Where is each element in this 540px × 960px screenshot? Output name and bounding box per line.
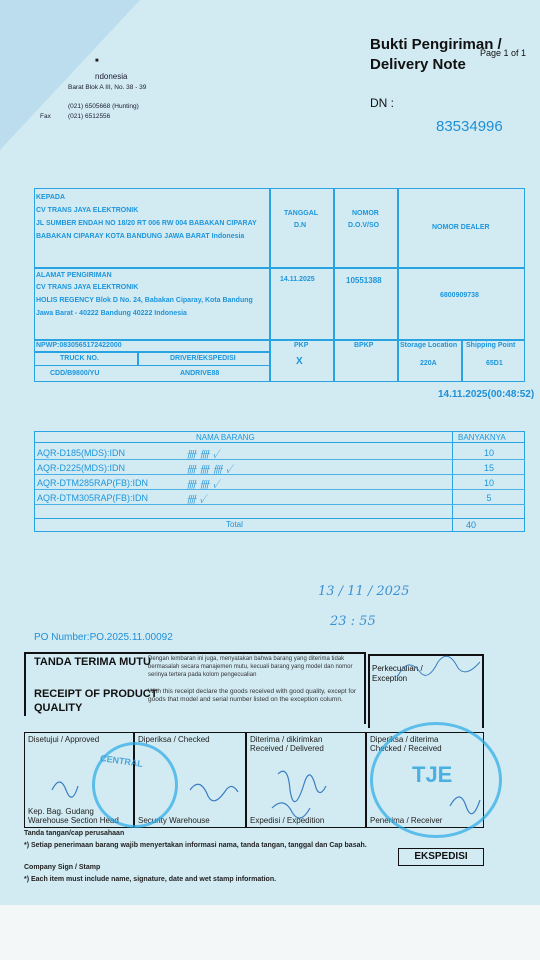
table-row bbox=[35, 493, 525, 505]
company-address: Barat Blok A III, No. 38 - 39 bbox=[68, 84, 147, 91]
doc-title-en: Delivery Note bbox=[370, 56, 466, 73]
shipping-value: 65D1 bbox=[486, 360, 503, 367]
bpkp-label: BPKP bbox=[354, 342, 374, 349]
signature-bottom: Penerima / Receiver bbox=[370, 815, 443, 825]
tanggal-label: TANGGAL bbox=[284, 210, 319, 217]
receipt-top-rule bbox=[24, 652, 364, 654]
table-row bbox=[35, 463, 525, 475]
consignee-address-1: JL SUMBER ENDAH NO 18/20 RT 006 RW 004 BABAKAN CIPARAY bbox=[36, 220, 257, 227]
nomor-value: 10551388 bbox=[346, 276, 382, 285]
stamp-right-text: TJE bbox=[412, 762, 453, 787]
storage-value: 220A bbox=[420, 360, 437, 367]
item-name: AQR-D185(MDS):IDN bbox=[37, 448, 126, 458]
receipt-text-id: Dengan lembaran ini juga, menyatakan bahwa barang yang diterima tidak bermasalah secara manajemen mutu, kecuali barang yang model dan nomor serinya tertera pada kolom pengecualian bbox=[148, 656, 353, 678]
item-qty: 15 bbox=[483, 463, 494, 473]
note-en: *) Each item must include name, signature, date and wet stamp information. bbox=[24, 876, 277, 883]
col-nama-barang: NAMA BARANG bbox=[196, 433, 255, 442]
tally-mark: 卌 卌 ✓ bbox=[186, 450, 219, 461]
handwritten-date: 13 / 11 / 2025 bbox=[318, 584, 410, 599]
ekspedisi-badge: EKSPEDISI bbox=[398, 848, 484, 866]
npwp: NPWP:0830565172422000 bbox=[36, 342, 122, 349]
nomor-label: NOMOR bbox=[352, 210, 379, 217]
consignee-box bbox=[34, 188, 270, 268]
ship-label: ALAMAT PENGIRIMAN bbox=[36, 272, 112, 279]
signature-bottom: Kep. Bag. Gudang Warehouse Section Head bbox=[28, 806, 119, 825]
ship-address-2: Jawa Barat - 40222 Bandung 40222 Indonesia bbox=[36, 310, 187, 317]
company-fax-label: Fax bbox=[40, 113, 51, 120]
tanggal-sub: D.N bbox=[294, 222, 307, 229]
shipping-label: Shipping Point bbox=[466, 342, 516, 349]
signature-top: Disetujui / Approved bbox=[28, 735, 100, 744]
company-phone: (021) 6505668 (Hunting) bbox=[68, 103, 139, 110]
item-name: AQR-DTM285RAP(FB):IDN bbox=[37, 478, 149, 488]
po-number: PO Number:PO.2025.11.00092 bbox=[34, 632, 173, 643]
note-id: *) Setiap penerimaan barang wajib menyertakan informasi nama, tanda tangan, tanggal dan Cap basah. bbox=[24, 842, 367, 849]
signature-scribbles bbox=[40, 760, 500, 830]
tally-mark: 卌 卌 卌 ✓ bbox=[186, 465, 232, 476]
tally-mark: 卌 ✓ bbox=[186, 495, 206, 506]
sign-note-id: Tanda tangan/cap perusahaan bbox=[24, 830, 125, 837]
signature-bottom: Expedisi / Expedition bbox=[250, 815, 325, 825]
total-divider bbox=[34, 518, 525, 519]
driver-value: ANDRIVE88 bbox=[180, 370, 220, 377]
item-qty: 10 bbox=[483, 448, 494, 458]
item-name: AQR-D225(MDS):IDN bbox=[37, 463, 126, 473]
sign-note-en: Company Sign / Stamp bbox=[24, 864, 101, 871]
driver-label: DRIVER/EKSPEDISI bbox=[170, 355, 236, 362]
truck-label: TRUCK NO. bbox=[60, 355, 99, 362]
total-label: Total bbox=[226, 520, 243, 529]
col-banyaknya: BANYAKNYA bbox=[458, 433, 506, 442]
receipt-title-en-2: QUALITY bbox=[34, 702, 83, 714]
signature-top: Diterima / dikirimkan Received / Delivered bbox=[250, 735, 324, 754]
kepada-label: KEPADA bbox=[36, 194, 66, 201]
table-row bbox=[35, 448, 525, 460]
receipt-text-en: With this receipt declare the goods received with good quality, except for goods that model and serial number listed on the exception column. bbox=[148, 688, 356, 704]
total-value: 40 bbox=[466, 520, 477, 530]
item-qty: 5 bbox=[486, 493, 492, 503]
item-name: AQR-DTM305RAP(FB):IDN bbox=[37, 493, 149, 503]
pkp-label: PKP bbox=[294, 342, 309, 349]
tanggal-value: 14.11.2025 bbox=[280, 276, 315, 283]
truck-value: CDD/B9800/YU bbox=[50, 370, 100, 377]
receipt-title-id: TANDA TERIMA MUTU bbox=[34, 656, 151, 668]
storage-label: Storage Location bbox=[400, 342, 458, 349]
company-logo-mark: ■ bbox=[95, 58, 99, 64]
receipt-title-en-1: RECEIPT OF PRODUCT bbox=[34, 688, 158, 700]
exception-label: Perkecualian / Exception bbox=[372, 664, 423, 683]
dealer-label: NOMOR DEALER bbox=[432, 224, 490, 231]
exception-scribble bbox=[394, 646, 484, 686]
ship-name: CV TRANS JAYA ELEKTRONIK bbox=[36, 284, 139, 291]
signature-top: Diperiksa / Checked bbox=[138, 735, 210, 744]
dn-number: 83534996 bbox=[436, 118, 503, 135]
dealer-value: 6800909738 bbox=[440, 292, 479, 299]
dn-label: DN : bbox=[370, 96, 394, 110]
signature-bottom: Security Warehouse bbox=[138, 815, 210, 825]
consignee-address-2: BABAKAN CIPARAY KOTA BANDUNG JAWA BARAT Indonesia bbox=[36, 233, 245, 240]
page-indicator: Page 1 of 1 bbox=[480, 48, 527, 58]
dealer-value-cell bbox=[398, 268, 525, 340]
stamp-left-text: CENTRAL bbox=[99, 753, 144, 769]
company-fax: (021) 6512556 bbox=[68, 113, 111, 120]
table-row bbox=[35, 478, 525, 490]
receipt-bracket-left bbox=[24, 652, 26, 716]
doc-title-id: Bukti Pengiriman / bbox=[370, 36, 502, 53]
ship-address-1: HOLIS REGENCY Blok D No. 24, Babakan Ciparay, Kota Bandung bbox=[36, 297, 253, 304]
tally-mark: 卌 卌 ✓ bbox=[186, 480, 219, 491]
print-timestamp: 14.11.2025(00:48:52) bbox=[438, 389, 535, 400]
pkp-value: X bbox=[296, 356, 303, 367]
consignee-name: CV TRANS JAYA ELEKTRONIK bbox=[36, 207, 139, 214]
company-country: ndonesia bbox=[95, 72, 128, 81]
item-qty: 10 bbox=[483, 478, 494, 488]
handwritten-time: 23 : 55 bbox=[330, 614, 376, 629]
receipt-bracket-right bbox=[364, 652, 366, 724]
nomor-sub: D.O.V/SO bbox=[348, 222, 380, 229]
signature-top: Diperiksa / diterima Checked / Received bbox=[370, 735, 442, 754]
